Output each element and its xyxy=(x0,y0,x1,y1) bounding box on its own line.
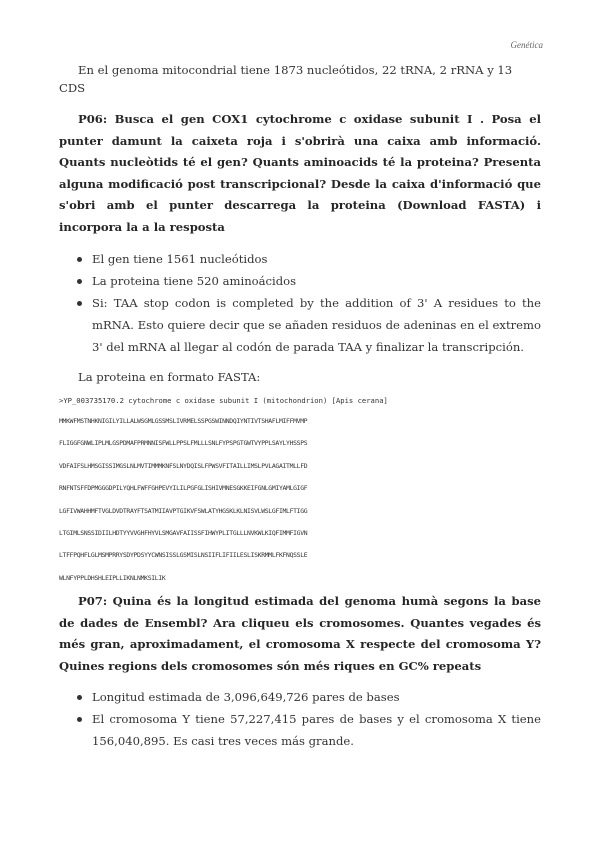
p06-answer-aminoacids: La proteina tiene 520 aminoácidos xyxy=(59,270,541,292)
fasta-sequence-line: LTFFPQHFLGLMSMPRRYSDYPDSYYCWNSISSLGSMISLNSIIFLIFIILESLISKRMMLFKFNQSSLE xyxy=(59,551,308,560)
p07-answer-chromosome-comparison: El cromosoma Y tiene 57,227,415 pares de bases y el cromosoma X tiene 156,040,895. Es casi tres veces más grande. xyxy=(59,708,541,752)
fasta-sequence-line: VDFAIFSLHMSGISSIMGSLNLMVTIMMMKNFSLNYDQISLFPWSVFITAILLIMSLPVLAGAITMLLFD xyxy=(59,461,308,470)
p06-answer-modification: Si: TAA stop codon is completed by the addition of 3' A residues to the mRNA. Esto quiere decir que se añaden residuos de adeninas en el extremo 3' del mRNA al llegar al codón de parada TAA y finalizar la transcripción. xyxy=(59,292,541,358)
fasta-sequence-line: RNFNTSFFDPMGGGDPILYQHLFWFFGHPEVYILILPGFGLISHIVMNESGKKEIFGNLGMIYAMLGIGF xyxy=(59,484,308,493)
fasta-label: La proteina en formato FASTA: xyxy=(78,370,261,384)
fasta-header-line: >YP_003735170.2 cytochrome c oxidase subunit I (mitochondrion) [Apis cerana] xyxy=(59,396,388,405)
page-header: Genética xyxy=(510,40,543,50)
fasta-sequence-line: MMKWFMSTNHKNIGILYILLALWSGMLGSSMSLIVRMELSSPGSWINNDQIYNTIVTSHAFLMIFFMVMP xyxy=(59,417,308,425)
p07-answer-genome-length: Longitud estimada de 3,096,649,726 pares de bases xyxy=(59,686,541,708)
p06-answer-list xyxy=(59,248,541,358)
p06-answer-nucleotides: El gen tiene 1561 nucleótidos xyxy=(59,248,541,270)
fasta-sequence-line: LGFIVWAHHMFTVGLDVDTRAYFTSATMIIAVPTGIKVFSWLATYHGSKLKLNISVLWSLGFIMLFTIGG xyxy=(59,506,308,515)
page-content xyxy=(59,61,541,752)
question-p06: P06: Busca el gen COX1 cytochrome c oxidase subunit I . Posa el punter damunt la caixeta roja i s'obrirà una caixa amb informació. Quants nucleòtids té el gen? Quants aminoacids té la proteina? Presenta alguna modificació post transcripcional? Desde la caixa d'informació que s'obri amb el punter descarrega la proteina (Download FASTA) i incorpora la a la resposta xyxy=(59,112,541,234)
mitochondrial-genome-summary: En el genoma mitocondrial tiene 1873 nucleótidos, 22 tRNA, 2 rRNA y 13 CDS xyxy=(59,63,513,95)
fasta-sequence-line: WLNFYPPLDHSHLEIPLLIKNLNMKSILIK xyxy=(59,573,166,582)
p07-answer-list xyxy=(59,686,541,752)
fasta-sequence-line: LTGIMLSNSSIDIILHDTYYVVGHFHYVLSMGAVFAIISSFIHWYPLITGLLLNVKWLKIQFIMMFIGVN xyxy=(59,529,308,538)
question-p07: P07: Quina és la longitud estimada del genoma humà segons la base de dades de Ensembl? Ara cliqueu els cromosomes. Quantes vegades és més gran, aproximadament, el cromosoma X respecte del cromosoma Y? Quines regions dels cromosomes són més riques en GC% repeats xyxy=(59,594,541,673)
fasta-block xyxy=(59,395,541,589)
fasta-sequence xyxy=(59,410,541,589)
fasta-sequence-line: FLIGGFGNWLIPLMLGSPDMAFPRMNNISFWLLPPSLFMLLLSNLFYPSPGTGWTVYPPLSAYLYHSSPS xyxy=(59,439,308,448)
